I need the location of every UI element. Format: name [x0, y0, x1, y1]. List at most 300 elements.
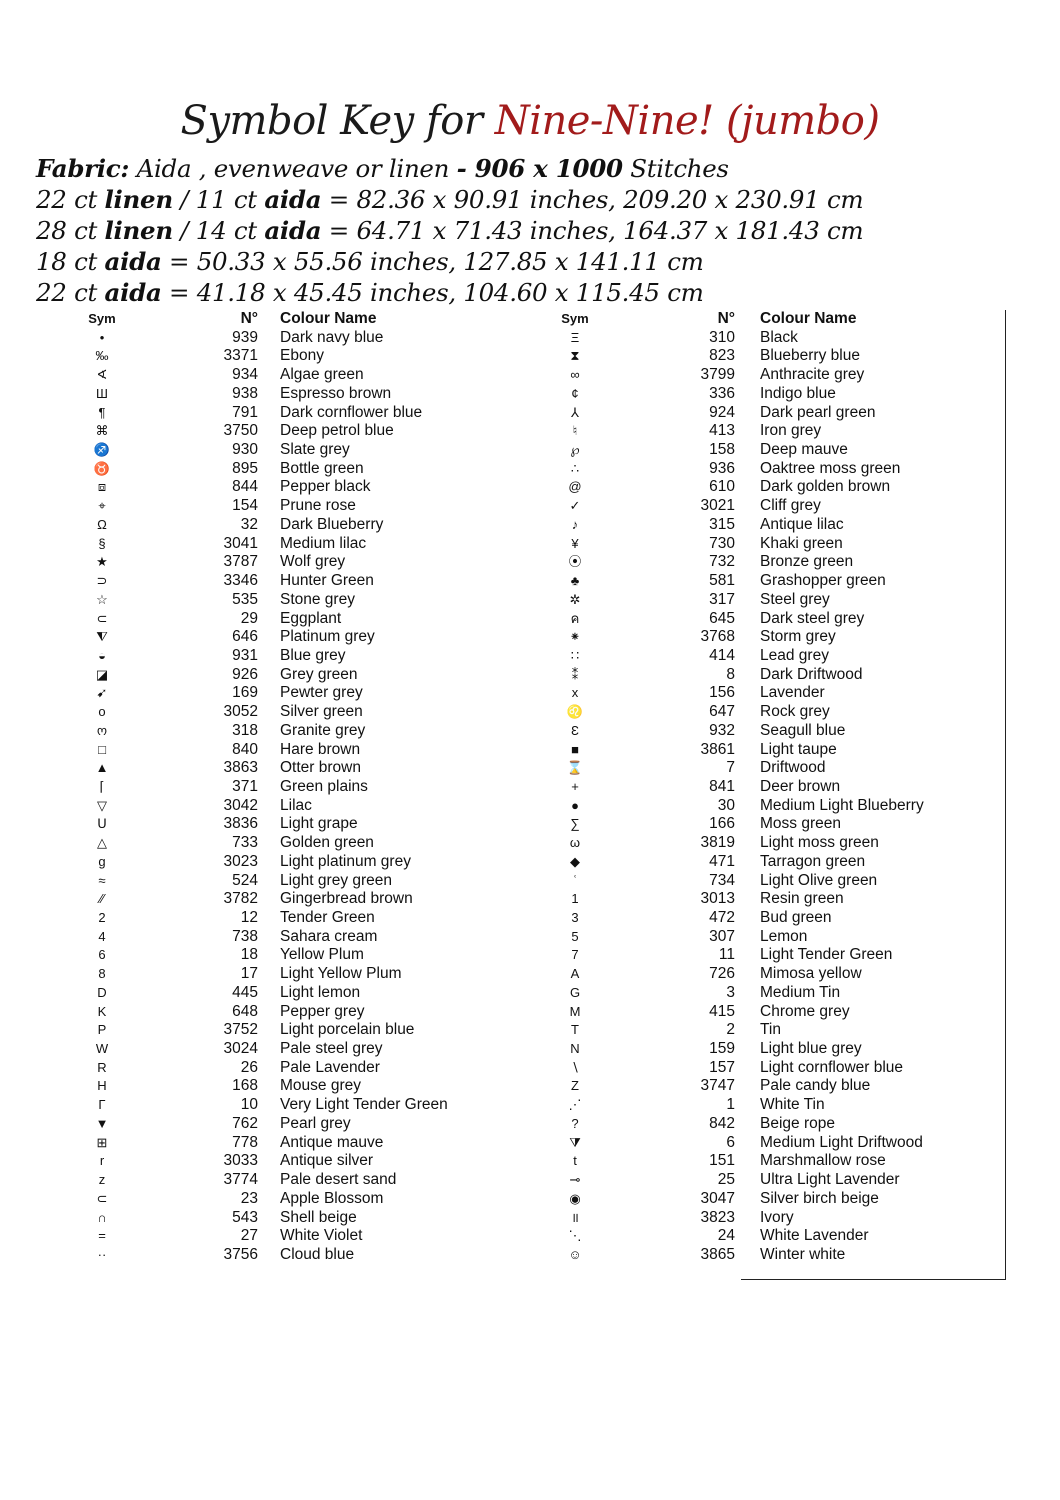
- fabric-type: aida: [264, 216, 322, 245]
- thread-number: 924: [709, 403, 735, 421]
- colour-name: Medium Light Blueberry: [760, 796, 924, 814]
- title-prefix: Symbol Key for: [180, 98, 495, 144]
- table-row: [0, 815, 1060, 834]
- symbol-glyph: ო: [96, 722, 108, 738]
- dimensions: = 50.33 x 55.56 inches, 127.85 x 141.11 cm: [161, 247, 704, 276]
- colour-name: Light taupe: [760, 740, 837, 758]
- thread-number: 3750: [223, 422, 258, 440]
- symbol-glyph: ‰: [95, 348, 109, 364]
- separator: / 11 ct: [172, 185, 265, 214]
- symbol-glyph: ⧈: [97, 479, 107, 495]
- thread-number: 3756: [223, 1245, 258, 1263]
- stitch-suffix: Stitches: [622, 154, 729, 183]
- table-row: [0, 909, 1060, 928]
- colour-name: Rock grey: [760, 703, 830, 721]
- fabric-type: linen: [104, 185, 173, 214]
- symbol-glyph: ⌈: [99, 778, 105, 794]
- thread-number: 29: [240, 609, 258, 627]
- symbol-glyph: ॥: [571, 1209, 579, 1225]
- colour-name: Medium lilac: [280, 534, 367, 552]
- colour-name: Green plains: [280, 777, 368, 795]
- symbol-glyph: Z: [571, 1078, 579, 1094]
- symbol-glyph: z: [98, 1172, 106, 1188]
- table-row: [0, 647, 1060, 666]
- table-row: [0, 1209, 1060, 1228]
- table-row: [0, 703, 1060, 722]
- colour-name: Dark Driftwood: [760, 665, 863, 683]
- table-row: [0, 1171, 1060, 1190]
- symbol-glyph: 2: [98, 910, 106, 925]
- header-sym: Sym: [88, 311, 116, 326]
- colour-name: Yellow Plum: [280, 946, 364, 964]
- colour-name: Antique mauve: [280, 1133, 384, 1151]
- colour-name: Pale Lavender: [280, 1058, 380, 1076]
- symbol-glyph: g: [98, 853, 106, 869]
- colour-name: Winter white: [760, 1245, 846, 1263]
- colour-name: Lavender: [760, 684, 825, 702]
- thread-number: 24: [717, 1227, 735, 1245]
- colour-name: Dark steel grey: [760, 609, 865, 627]
- table-row: [0, 684, 1060, 703]
- table-row: [0, 1003, 1060, 1022]
- table-row: [0, 853, 1060, 872]
- thread-number: 3799: [700, 366, 735, 384]
- colour-name: Ivory: [760, 1208, 794, 1226]
- table-row: [0, 666, 1060, 685]
- thread-number: 30: [717, 796, 735, 814]
- thread-number: 26: [240, 1058, 258, 1076]
- symbol-glyph: 5: [571, 928, 579, 944]
- table-row: [0, 1227, 1060, 1246]
- thread-count: 28 ct: [36, 216, 105, 245]
- thread-number: 823: [709, 347, 735, 365]
- colour-name: Steel grey: [760, 590, 830, 608]
- colour-name: Storm grey: [760, 628, 836, 646]
- symbol-glyph: o: [98, 704, 106, 720]
- thread-number: 3052: [223, 703, 258, 721]
- symbol-glyph: ▲: [95, 760, 109, 776]
- colour-name: Medium Light Driftwood: [760, 1133, 923, 1151]
- colour-name: White Tin: [760, 1096, 825, 1114]
- symbol-glyph: ✲: [569, 591, 581, 607]
- colour-name: Mouse grey: [280, 1077, 361, 1095]
- thread-number: 6: [726, 1133, 735, 1151]
- table-row: [0, 347, 1060, 366]
- colour-name: Pale candy blue: [760, 1077, 871, 1095]
- thread-count: 18 ct: [36, 247, 105, 276]
- symbol-glyph: ⊞: [96, 1134, 108, 1150]
- thread-number: 3863: [223, 759, 258, 777]
- size-line: [36, 216, 863, 245]
- thread-number: 151: [709, 1152, 735, 1170]
- table-row: [0, 591, 1060, 610]
- thread-number: 10: [240, 1096, 258, 1114]
- symbol-glyph: ⋱: [568, 1228, 582, 1244]
- symbol-glyph: r: [99, 1153, 105, 1169]
- symbol-glyph: ⧨: [96, 629, 108, 645]
- symbol-glyph: ⊸: [569, 1172, 581, 1188]
- table-row: [0, 385, 1060, 404]
- symbol-glyph: ∞: [570, 367, 580, 383]
- colour-name: Pewter grey: [280, 684, 363, 702]
- colour-name: Very Light Tender Green: [280, 1096, 448, 1114]
- thread-count: 22 ct: [36, 278, 105, 307]
- colour-name: Dark navy blue: [280, 328, 384, 346]
- thread-number: 23: [240, 1189, 258, 1207]
- colour-name: Ebony: [280, 347, 324, 365]
- thread-number: 3782: [223, 890, 258, 908]
- colour-name: Algae green: [280, 366, 364, 384]
- thread-number: 472: [709, 909, 735, 926]
- colour-name: Lemon: [760, 927, 808, 945]
- symbol-glyph: ♐: [93, 442, 111, 458]
- thread-number: 842: [709, 1114, 735, 1132]
- colour-name: Medium Tin: [760, 983, 841, 1001]
- symbol-glyph: ♮: [572, 423, 578, 439]
- size-line: [36, 278, 704, 307]
- symbol-glyph: ··: [97, 1246, 107, 1262]
- colour-name: Pepper grey: [280, 1002, 365, 1020]
- symbol-glyph: ▽: [97, 797, 107, 813]
- symbol-glyph: ★: [96, 554, 108, 570]
- table-header: [0, 310, 1060, 329]
- thread-number: 939: [232, 328, 258, 346]
- table-border-bottom: [741, 1279, 1006, 1280]
- symbol-glyph: ⊂: [96, 610, 108, 626]
- thread-number: 938: [232, 384, 258, 402]
- symbol-glyph: ∩: [97, 1209, 107, 1225]
- symbol-glyph: ∖: [570, 1059, 580, 1075]
- colour-name: Tin: [760, 1021, 781, 1039]
- symbol-glyph: G: [569, 984, 581, 1000]
- symbol-glyph: ⌛: [566, 760, 584, 776]
- thread-number: 930: [232, 441, 258, 459]
- table-row: [0, 478, 1060, 497]
- thread-number: 27: [240, 1227, 258, 1245]
- thread-number: 3021: [700, 497, 735, 515]
- symbol-table-right: [0, 310, 1060, 1265]
- symbol-glyph: ¶: [98, 404, 106, 420]
- colour-name: Blueberry blue: [760, 347, 860, 365]
- symbol-glyph: ■: [571, 741, 579, 757]
- symbol-glyph: ⌖: [98, 498, 106, 514]
- fabric-type: linen: [104, 216, 173, 245]
- thread-number: 3371: [223, 347, 258, 365]
- symbol-glyph: ⦿: [568, 554, 582, 570]
- symbol-glyph: 8: [98, 966, 106, 982]
- thread-number: 3346: [223, 572, 258, 590]
- thread-number: 895: [232, 459, 258, 477]
- symbol-glyph: □: [98, 741, 106, 757]
- colour-name: Eggplant: [280, 609, 342, 627]
- symbol-glyph: ☺: [568, 1246, 582, 1262]
- symbol-glyph: ♉: [93, 460, 111, 476]
- colour-name: Prune rose: [280, 497, 356, 515]
- colour-name: Indigo blue: [760, 384, 836, 402]
- symbol-glyph: ¥: [571, 535, 579, 551]
- thread-number: 318: [232, 721, 258, 739]
- symbol-glyph: ◒: [98, 647, 106, 663]
- thread-number: 3033: [223, 1152, 258, 1170]
- colour-name: Silver green: [280, 703, 363, 721]
- colour-name: Light platinum grey: [280, 852, 411, 870]
- colour-name: Apple Blossom: [280, 1189, 384, 1207]
- colour-name: Light Yellow Plum: [280, 965, 402, 983]
- table-row: [0, 797, 1060, 816]
- colour-name: Light grey green: [280, 871, 393, 889]
- dimensions: = 64.71 x 71.43 inches, 164.37 x 181.43 cm: [321, 216, 864, 245]
- thread-number: 471: [709, 852, 735, 870]
- colour-name: Grey green: [280, 665, 358, 683]
- symbol-glyph: ∢: [96, 367, 108, 383]
- fabric-line: [36, 154, 729, 183]
- colour-name: Otter brown: [280, 759, 361, 777]
- symbol-glyph: ♣: [570, 573, 580, 589]
- thread-number: 445: [232, 983, 258, 1001]
- thread-number: 166: [709, 815, 735, 833]
- colour-name: Granite grey: [280, 721, 366, 739]
- symbol-glyph: ⊂: [96, 1190, 108, 1206]
- thread-number: 543: [232, 1208, 258, 1226]
- thread-number: 581: [709, 572, 735, 590]
- thread-number: 524: [232, 871, 258, 889]
- table-row: [0, 984, 1060, 1003]
- symbol-glyph: ⧗: [570, 348, 580, 364]
- thread-number: 3836: [223, 815, 258, 833]
- table-row: [0, 404, 1060, 423]
- thread-number: 1: [726, 1096, 735, 1114]
- colour-name: Bottle green: [280, 459, 364, 477]
- thread-number: 730: [709, 534, 735, 552]
- thread-number: 3023: [223, 852, 258, 870]
- colour-name: Ultra Light Lavender: [760, 1171, 900, 1189]
- fabric-label: Fabric:: [36, 154, 130, 183]
- header-num: N°: [240, 310, 258, 327]
- table-row: [0, 516, 1060, 535]
- thread-number: 32: [240, 515, 258, 533]
- pattern-name: Nine-Nine! (jumbo): [494, 98, 880, 144]
- symbol-glyph: ค: [570, 610, 580, 626]
- symbol-glyph: H: [97, 1078, 107, 1094]
- thread-number: 926: [232, 665, 258, 683]
- symbol-glyph: Ω: [97, 516, 107, 532]
- thread-number: 778: [232, 1133, 258, 1151]
- colour-name: Dark Blueberry: [280, 515, 384, 533]
- thread-number: 336: [709, 384, 735, 402]
- thread-number: 645: [709, 609, 735, 627]
- colour-name: Lilac: [280, 796, 312, 814]
- symbol-glyph: ✓: [569, 498, 581, 514]
- thread-number: 733: [232, 834, 258, 852]
- colour-name: Black: [760, 328, 798, 346]
- size-line: [36, 185, 863, 214]
- stitch-count: 906 x 1000: [474, 154, 623, 183]
- symbol-glyph: ♪: [571, 516, 579, 532]
- symbol-glyph: +: [571, 778, 579, 794]
- symbol-glyph: ¢: [571, 385, 579, 401]
- symbol-glyph: D: [97, 984, 107, 1000]
- thread-number: 307: [709, 927, 735, 945]
- colour-name: Anthracite grey: [760, 366, 865, 384]
- colour-name: Hunter Green: [280, 572, 374, 590]
- thread-number: 3861: [700, 740, 735, 758]
- symbol-glyph: =: [98, 1228, 106, 1244]
- symbol-glyph: ʿ: [572, 872, 578, 888]
- colour-name: Stone grey: [280, 590, 355, 608]
- thread-number: 931: [232, 646, 258, 664]
- colour-name: Tender Green: [280, 909, 375, 926]
- symbol-glyph: ◆: [570, 853, 580, 869]
- symbol-glyph: •: [99, 329, 105, 345]
- symbol-glyph: ⊃: [96, 573, 108, 589]
- thread-number: 11: [718, 946, 735, 964]
- colour-name: Deep mauve: [760, 441, 848, 459]
- symbol-glyph: t: [573, 1153, 577, 1169]
- table-row: [0, 497, 1060, 516]
- colour-name: Light grape: [280, 815, 358, 833]
- table-row: [0, 778, 1060, 797]
- colour-name: Tarragon green: [760, 852, 866, 870]
- dimensions: = 82.36 x 90.91 inches, 209.20 x 230.91 cm: [321, 185, 864, 214]
- thread-number: 3013: [700, 890, 735, 908]
- symbol-glyph: ∷: [570, 647, 580, 663]
- thread-number: 3768: [700, 628, 735, 646]
- dimensions: = 41.18 x 45.45 inches, 104.60 x 115.45 cm: [161, 278, 704, 307]
- colour-name: Mimosa yellow: [760, 965, 862, 983]
- table-row: [0, 834, 1060, 853]
- symbol-glyph: Ɛ: [571, 722, 579, 738]
- symbol-glyph: ⁕: [569, 629, 581, 645]
- thread-number: 3041: [223, 534, 258, 552]
- colour-name: Hare brown: [280, 740, 361, 758]
- symbol-glyph: 6: [98, 947, 106, 963]
- table-row: [0, 460, 1060, 479]
- size-line: [36, 247, 704, 276]
- colour-name: Light Olive green: [760, 871, 878, 889]
- table-row: [0, 1115, 1060, 1134]
- symbol-glyph: P: [97, 1022, 107, 1038]
- fabric-type: aida: [104, 278, 162, 307]
- thread-number: 3752: [223, 1021, 258, 1039]
- thread-number: 762: [232, 1114, 258, 1132]
- thread-number: 3024: [223, 1040, 258, 1058]
- colour-name: Cloud blue: [280, 1245, 355, 1263]
- symbol-glyph: R: [97, 1059, 107, 1075]
- symbol-glyph: ᑌ: [97, 816, 107, 832]
- colour-name: Khaki green: [760, 534, 843, 552]
- colour-name: Bronze green: [760, 553, 854, 571]
- colour-name: Beige rope: [760, 1114, 835, 1132]
- table-row: [0, 535, 1060, 554]
- colour-name: Oaktree moss green: [760, 459, 901, 477]
- symbol-glyph: ∑: [570, 816, 580, 832]
- thread-number: 156: [709, 684, 735, 702]
- colour-name: Light Tender Green: [760, 946, 893, 964]
- colour-name: Light cornflower blue: [760, 1058, 904, 1076]
- thread-number: 732: [709, 553, 735, 571]
- thread-number: 157: [709, 1058, 735, 1076]
- colour-name: Golden green: [280, 834, 374, 852]
- thread-number: 647: [709, 703, 735, 721]
- thread-number: 844: [232, 478, 258, 496]
- fabric-dash: -: [456, 154, 475, 183]
- symbol-glyph: ℘: [570, 442, 580, 458]
- table-row: [0, 1096, 1060, 1115]
- thread-number: 2: [726, 1021, 735, 1039]
- symbol-glyph: ●: [571, 797, 579, 813]
- symbol-glyph: 1: [571, 891, 579, 907]
- symbol-glyph: ⁄⁄: [99, 891, 105, 907]
- symbol-glyph: ∴: [570, 460, 580, 476]
- colour-name: Light blue grey: [760, 1040, 862, 1058]
- thread-number: 17: [240, 965, 258, 983]
- page-title: [0, 98, 1060, 144]
- colour-name: Antique lilac: [760, 515, 844, 533]
- symbol-glyph: ?: [571, 1115, 579, 1131]
- thread-number: 25: [717, 1171, 735, 1189]
- colour-name: Shell beige: [280, 1208, 357, 1226]
- colour-name: Iron grey: [760, 422, 822, 440]
- colour-name: Gingerbread brown: [280, 890, 413, 908]
- header-name: Colour Name: [760, 310, 857, 327]
- symbol-glyph: ▼: [95, 1115, 109, 1131]
- symbol-glyph: Ξ: [570, 329, 580, 345]
- thread-number: 535: [232, 590, 258, 608]
- table-row: [0, 890, 1060, 909]
- thread-number: 610: [709, 478, 735, 496]
- thread-number: 3819: [700, 834, 735, 852]
- header-num: N°: [717, 310, 735, 327]
- colour-name: Chrome grey: [760, 1002, 850, 1020]
- colour-name: Pale desert sand: [280, 1171, 397, 1189]
- colour-name: Bud green: [760, 909, 832, 926]
- symbol-glyph: △: [97, 835, 107, 851]
- colour-name: Moss green: [760, 815, 841, 833]
- table-row: [0, 572, 1060, 591]
- thread-number: 932: [709, 721, 735, 739]
- table-border-right: [1005, 310, 1006, 1280]
- colour-name: Grashopper green: [760, 572, 886, 590]
- fabric-type: aida: [104, 247, 162, 276]
- symbol-glyph: N: [570, 1041, 580, 1057]
- table-row: [0, 946, 1060, 965]
- colour-name: Pale steel grey: [280, 1040, 383, 1058]
- colour-name: Sahara cream: [280, 927, 378, 945]
- symbol-glyph: A: [570, 966, 580, 982]
- colour-name: Platinum grey: [280, 628, 375, 646]
- thread-number: 840: [232, 740, 258, 758]
- thread-number: 738: [232, 927, 258, 945]
- colour-name: Dark cornflower blue: [280, 403, 423, 421]
- table-row: [0, 1059, 1060, 1078]
- fabric-type: aida: [264, 185, 322, 214]
- thread-number: 936: [709, 459, 735, 477]
- table-row: [0, 1134, 1060, 1153]
- header-name: Colour Name: [280, 310, 377, 327]
- table-row: [0, 610, 1060, 629]
- thread-number: 414: [709, 646, 735, 664]
- table-row: [0, 741, 1060, 760]
- colour-name: Driftwood: [760, 759, 826, 777]
- symbol-glyph: ⋰: [568, 1097, 582, 1113]
- colour-name: Light porcelain blue: [280, 1021, 415, 1039]
- thread-number: 3774: [223, 1171, 258, 1189]
- colour-name: Slate grey: [280, 441, 350, 459]
- symbol-glyph: ♌: [566, 704, 584, 720]
- table-row: [0, 965, 1060, 984]
- table-row: [0, 1152, 1060, 1171]
- thread-number: 648: [232, 1002, 258, 1020]
